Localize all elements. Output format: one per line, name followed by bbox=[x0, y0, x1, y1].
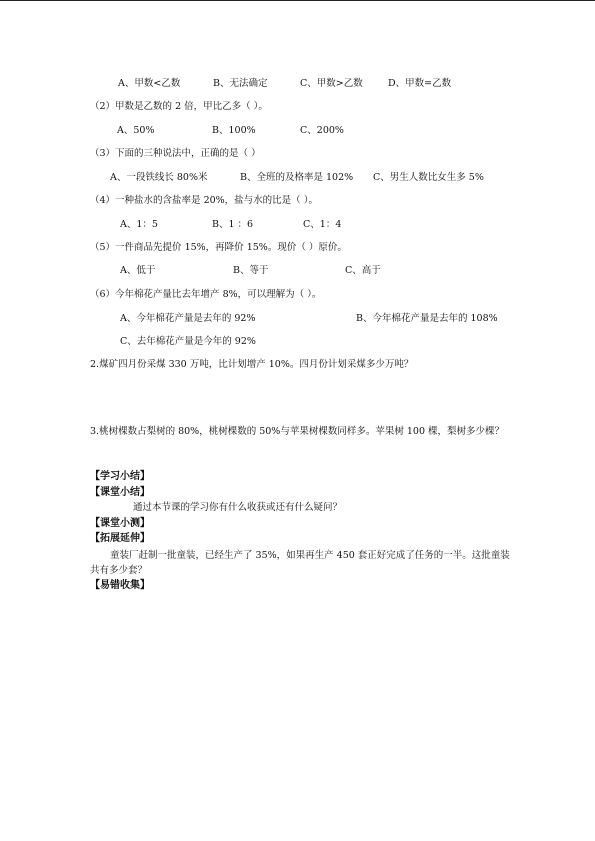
class-summary-text: 通过本节课的学习你有什么收获或还有什么疑问？ bbox=[133, 502, 343, 513]
q5-stem: （5）一件商品先提价 15%，再降价 15%。现价（ ）原价。 bbox=[90, 242, 347, 253]
q5-option-b[interactable]: B、等于 bbox=[233, 265, 269, 276]
q6-option-b[interactable]: B、今年棉花产量是去年的 108% bbox=[356, 313, 498, 324]
q3-option-a[interactable]: A、一段铁线长 80%米 bbox=[110, 172, 208, 183]
heading-mistakes: 【易错收集】 bbox=[90, 580, 150, 591]
extension-text: 童装厂赶制一批童装，已经生产了 35%，如果再生产 450 套正好完成了任务的一半。这批童装共有多少套？ bbox=[90, 550, 510, 576]
heading-class-test: 【课堂小测】 bbox=[90, 518, 150, 529]
q5-option-a[interactable]: A、低于 bbox=[120, 265, 156, 276]
q5-option-c[interactable]: C、高于 bbox=[345, 265, 381, 276]
q3-option-c[interactable]: C、男生人数比女生多 5% bbox=[373, 172, 484, 183]
q1-option-d[interactable]: D、甲数=乙数 bbox=[388, 78, 452, 89]
q3-stem: （3）下面的三种说法中，正确的是（ ） bbox=[90, 148, 261, 159]
q1-option-c[interactable]: C、甲数>乙数 bbox=[300, 78, 363, 89]
q2-stem: （2）甲数是乙数的 2 倍，甲比乙多（ ）。 bbox=[90, 101, 268, 112]
q6-stem: （6）今年棉花产量比去年增产 8%，可以理解为（ ）。 bbox=[90, 289, 322, 300]
q4-option-c[interactable]: C、1：4 bbox=[303, 219, 342, 230]
q1-option-a[interactable]: A、甲数<乙数 bbox=[118, 78, 181, 89]
top-rule bbox=[0, 0, 595, 1]
q2-option-c[interactable]: C、200% bbox=[300, 125, 344, 136]
q4-stem: （4）一种盐水的含盐率是 20%，盐与水的比是（ ）。 bbox=[90, 195, 318, 206]
q4-option-a[interactable]: A、1：5 bbox=[120, 219, 158, 230]
heading-study-summary: 【学习小结】 bbox=[90, 471, 150, 482]
heading-extension: 【拓展延伸】 bbox=[90, 533, 150, 544]
problem-3: 3.桃树棵数占梨树的 80%，桃树棵数的 50%与苹果树棵数同样多。苹果树 100 棵，梨树多少棵？ bbox=[90, 426, 505, 437]
q2-option-b[interactable]: B、100% bbox=[212, 125, 256, 136]
q2-option-a[interactable]: A、50% bbox=[117, 125, 155, 136]
q1-option-b[interactable]: B、无法确定 bbox=[213, 78, 268, 89]
q4-option-b[interactable]: B、1 ：6 bbox=[212, 219, 254, 230]
q6-option-a[interactable]: A、今年棉花产量是去年的 92% bbox=[120, 313, 256, 324]
problem-2: 2.煤矿四月份采煤 330 万吨，比计划增产 10%。四月份计划采煤多少万吨？ bbox=[90, 359, 414, 370]
q6-option-c[interactable]: C、去年棉花产量是今年的 92% bbox=[120, 336, 256, 347]
q3-option-b[interactable]: B、全班的及格率是 102% bbox=[240, 172, 354, 183]
heading-class-summary: 【课堂小结】 bbox=[90, 487, 150, 498]
